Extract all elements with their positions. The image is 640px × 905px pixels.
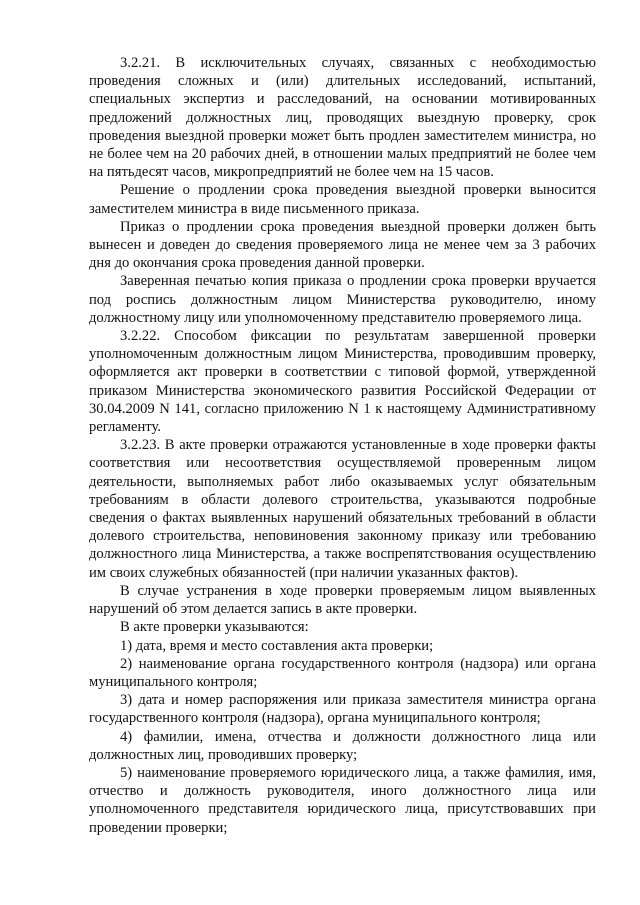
list-item-1: 1) дата, время и место составления акта проверки; <box>120 637 434 654</box>
paragraph-extension-decision: Решение о продлении срока проведения выездной проверки выносится заместителем министра в виде письменного приказа. <box>89 182 596 217</box>
paragraph-3-2-22: 3.2.22. Способом фиксации по результатам завершенной проверки уполномоченным должностным лицом Министерства, проводившим проверку, оформляется акт проверки в соответствии с типовой формой, утвержденной приказом Министерства экономического развития Российской Федерации от 30.04.2009 N 141, согласно приложению N 1 к настоящему Административному регламенту. <box>89 328 596 436</box>
paragraph-act-contents-intro: В акте проверки указываются: <box>120 619 309 636</box>
list-item-3: 3) дата и номер распоряжения или приказа заместителя министра органа государственного контроля (надзора), органа муниципального контроля; <box>89 692 596 727</box>
paragraph-3-2-23: 3.2.23. В акте проверки отражаются установленные в ходе проверки факты соответствия или несоответствия осуществляемой проверенным лицом деятельности, выполняемых работ либо оказываемых услуг обязательным требованиям в области долевого строительства, указываются подробные сведения о фактах выявленных нарушений обязательных требований в области долевого строительства, неповиновения законному приказу или требованию должностного лица Министерства, а также воспрепятствования осуществлению им своих служебных обязанностей (при наличии указанных фактов). <box>89 437 596 581</box>
document-body <box>89 54 596 837</box>
paragraph-violations-fixed: В случае устранения в ходе проверки проверяемым лицом выявленных нарушений об этом делается запись в акте проверки. <box>89 582 596 618</box>
paragraph-order-copy: Заверенная печатью копия приказа о продлении срока проверки вручается под роспись должностным лицом Министерства руководителю, иному должностному лицу или уполномоченному представителю проверяемого лица. <box>89 273 596 326</box>
paragraph-3-2-21: 3.2.21. В исключительных случаях, связанных с необходимостью проведения сложных и (или) длительных исследований, испытаний, специальных экспертиз и расследований, на основании мотивированных предложений должностных лиц, проводящих выездную проверку, срок проведения выездной проверки может быть продлен заместителем министра, но не более чем на 20 рабочих дней, в отношении малых предприятий не более чем на пятьдесят часов, микропредприятий не более чем на 15 часов. <box>89 55 596 181</box>
list-item-5: 5) наименование проверяемого юридического лица, а также фамилия, имя, отчество и должность руководителя, иного должностного лица или уполномоченного представителя юридического лица, присутствовавших при проведении проверки; <box>89 764 596 836</box>
paragraph-extension-order: Приказ о продлении срока проведения выездной проверки должен быть вынесен и доведен до сведения проверяемого лица не менее чем за 3 рабочих дня до окончания срока проведения данной проверки. <box>89 218 596 272</box>
list-item-2: 2) наименование органа государственного контроля (надзора) или органа муниципального контроля; <box>89 655 596 690</box>
list-item-4: 4) фамилии, имена, отчества и должности должностного лица или должностных лиц, проводивших проверку; <box>89 728 596 763</box>
